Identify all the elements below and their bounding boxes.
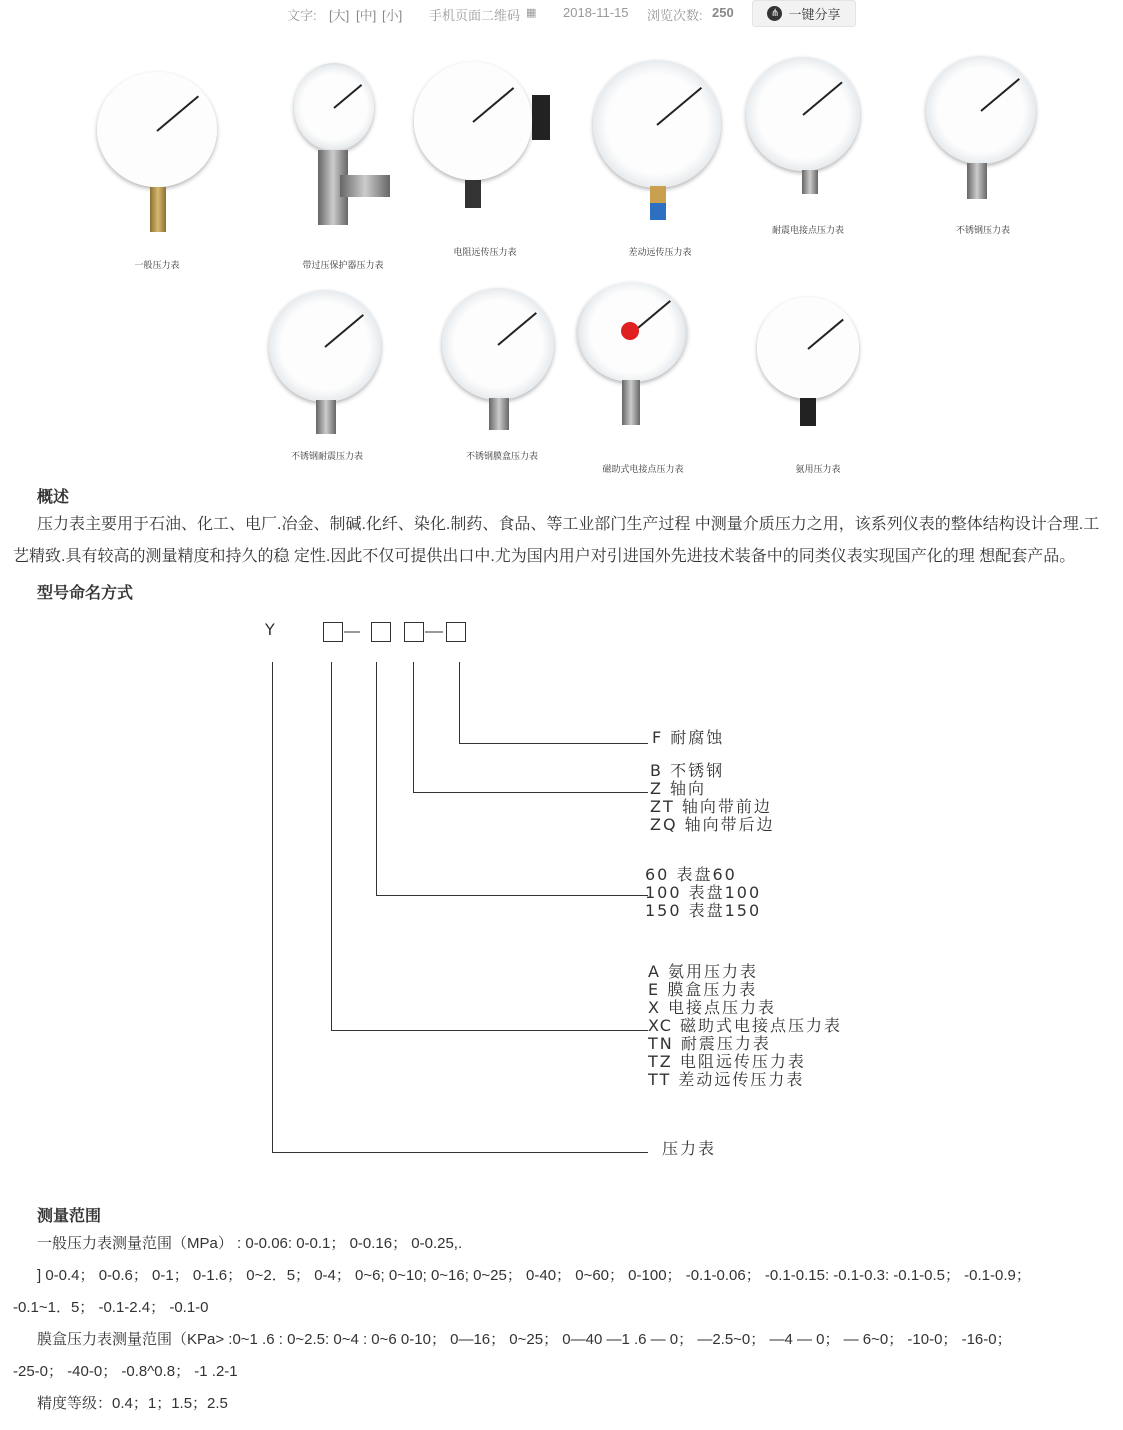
views-count: 250 [712, 5, 734, 20]
general-range-1: 一般压力表测量范围（MPa） : 0-0.06: 0-0.1； 0-0.16； 0-0.25,. [37, 1235, 463, 1252]
option: A 氨用压力表 [648, 962, 759, 981]
material-option: F 耐腐蚀 [652, 728, 725, 747]
option: XC 磁助式电接点压力表 [648, 1016, 843, 1035]
model-prefix: Y [265, 620, 277, 639]
qr-code-link[interactable]: 手机页面二维码 [429, 8, 521, 23]
mount-options [650, 762, 775, 834]
product-caption: 不锈钢耐震压力表 [290, 451, 364, 461]
product-caption: 耐震电接点压力表 [771, 225, 845, 235]
option: Z 轴向 [650, 779, 707, 798]
base-label: 压力表 [662, 1139, 717, 1158]
option: 100 表盘100 [645, 883, 762, 902]
product-caption: 电阻远传压力表 [453, 247, 517, 257]
option: TZ 电阻远传压力表 [648, 1052, 806, 1071]
range-heading: 测量范围 [37, 1208, 102, 1225]
option: TT 差动远传压力表 [648, 1070, 805, 1089]
dial-options [645, 866, 761, 920]
option: 60 表盘60 [645, 865, 737, 884]
product-caption: 带过压保护器压力表 [302, 260, 384, 270]
product-caption: 不锈钢压力表 [955, 225, 1011, 235]
type-options [648, 963, 842, 1089]
diaphragm-range-2: -25-0； -40-0； -0.8^0.8； -1 .2-1 [13, 1363, 238, 1380]
font-size-label: 文字: [287, 8, 317, 23]
option: ZT 轴向带前边 [650, 797, 772, 816]
product-caption: 一般压力表 [134, 260, 180, 270]
option: B 不锈钢 [650, 761, 725, 780]
font-large-link[interactable]: [大] [329, 8, 350, 23]
font-small-link[interactable]: [小] [382, 8, 403, 23]
accuracy-class: 精度等级：0.4；1；1.5；2.5 [37, 1395, 228, 1412]
general-range-2: ] 0-0.4； 0-0.6； 0-1； 0-1.6； 0~2．5； 0-4； 0~6; 0~10; 0~16; 0~25； 0-40； 0~60； 0-100； -0.1-0.06； -0.1-0.15: -0.1-0.3: -0.1-0.5； -0.1-0.9； [37, 1267, 1031, 1284]
general-range-3: -0.1~1．5； -0.1-2.4； -0.1-0 [13, 1299, 209, 1316]
overview-heading: 概述 [37, 489, 70, 506]
overview-text: 压力表主要用于石油、化工、电厂.冶金、制碱.化纤、染化.制药、食品、等工业部门生产过程 中测量介质压力之用，该系列仪表的整体结构设计合理.工艺精致.具有较高的测量精度和持久的稳 定性.因此不仅可提供出口中.尤为国内用户对引进国外先进技术装备中的同类仪表实现国产化的理 想配套产品。 [13, 516, 1100, 565]
font-medium-link[interactable]: [中] [356, 8, 377, 23]
share-icon: ⋔ [767, 6, 782, 21]
publish-date: 2018-11-15 [563, 5, 629, 20]
option: X 电接点压力表 [648, 998, 777, 1017]
option: E 膜盒压力表 [648, 980, 758, 999]
option: 150 表盘150 [645, 901, 762, 920]
views-label: 浏览次数: [647, 8, 703, 23]
product-caption: 差动远传压力表 [628, 247, 692, 257]
qr-icon[interactable]: ▦ [526, 7, 537, 19]
naming-heading: 型号命名方式 [37, 585, 134, 602]
share-label: 一键分享 [788, 7, 841, 22]
option: ZQ 轴向带后边 [650, 815, 775, 834]
product-caption: 磁助式电接点压力表 [602, 464, 684, 474]
diaphragm-range-1: 膜盒压力表测量范围（KPa> :0~1 .6 : 0~2.5: 0~4 : 0~6 0-10； 0—16； 0~25； 0—40 —1 .6 — 0； —2.5~0； —4 — 0； — 6~0； -10-0； -16-0； [37, 1331, 1012, 1348]
product-caption: 不锈钢膜盒压力表 [465, 451, 539, 461]
option: TN 耐震压力表 [648, 1034, 771, 1053]
product-caption: 氨用压力表 [795, 464, 841, 474]
